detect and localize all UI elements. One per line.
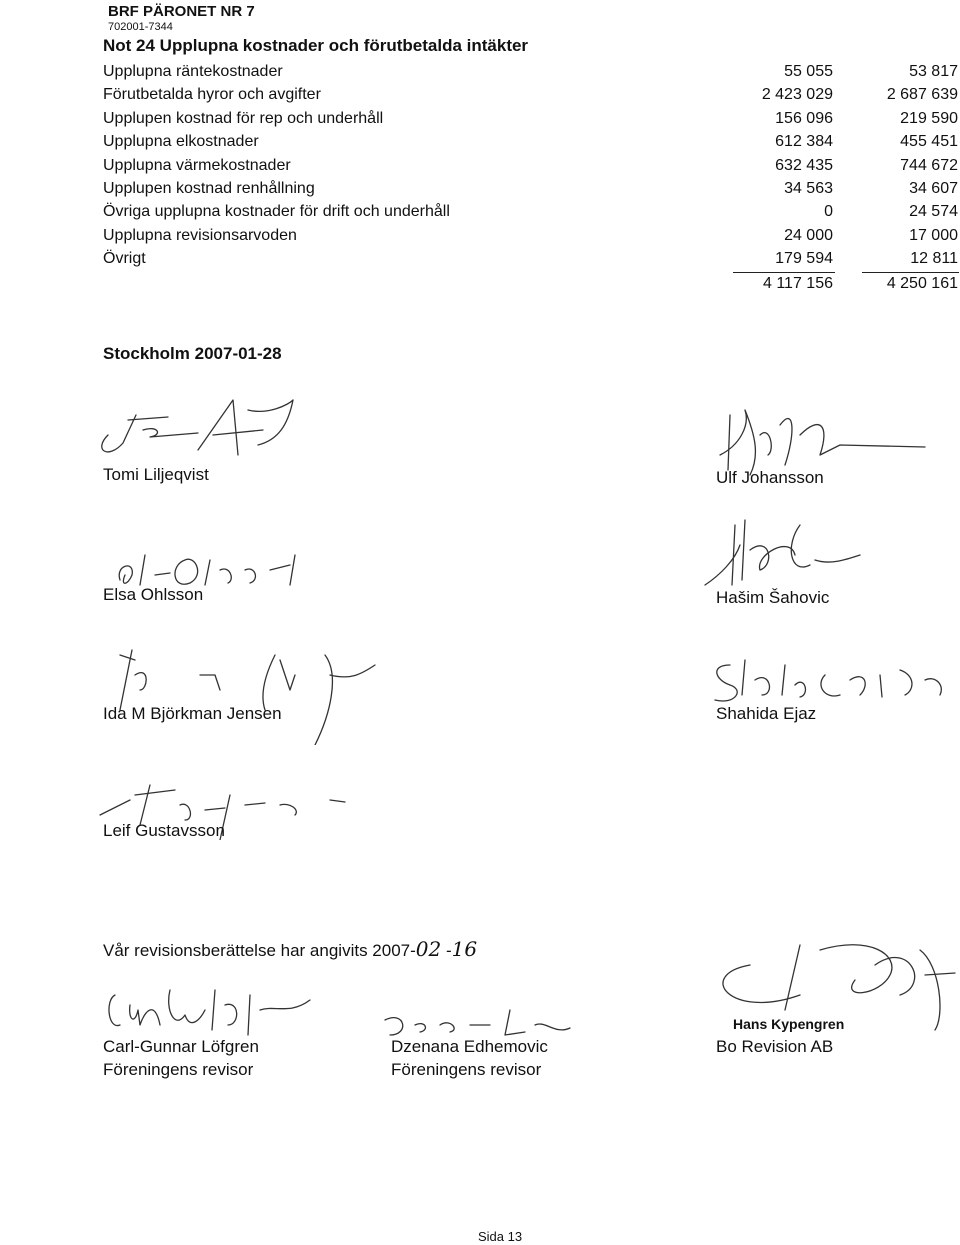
table-row — [103, 60, 960, 83]
previous-year-value: 12 811 — [910, 250, 958, 268]
signatory-name: Tomi Liljeqvist — [103, 465, 209, 484]
signatory-name: Leif Gustavsson — [103, 821, 225, 840]
table-row — [103, 83, 960, 106]
signature-carl-gunnar — [100, 980, 320, 1040]
current-year-value: 0 — [824, 203, 833, 221]
handwritten-month: 02 — [415, 937, 442, 961]
page-number: Sida 13 — [478, 1229, 523, 1244]
row-label: Upplupna värmekostnader — [103, 156, 291, 174]
total-current: 4 117 156 — [763, 275, 833, 292]
row-label: Upplupen kostnad renhållning — [103, 179, 315, 197]
place-and-date: Stockholm 2007-01-28 — [103, 344, 282, 363]
row-label: Upplupna räntekostnader — [103, 63, 283, 80]
row-label: Upplupna elkostnader — [103, 133, 259, 151]
current-year-value: 2 423 029 — [761, 86, 833, 104]
signatory-name: Ulf Johansson — [716, 468, 824, 487]
row-label: Upplupen kostnad för rep och underhåll — [103, 109, 384, 127]
previous-year-value: 34 607 — [909, 179, 958, 197]
totals-row — [103, 275, 960, 298]
signatory-name: Shahida Ejaz — [716, 704, 817, 723]
signature-dzenana — [380, 1000, 580, 1040]
previous-year-value: 2 687 639 — [886, 86, 958, 104]
previous-year-value: 744 672 — [900, 156, 958, 174]
current-year-value: 612 384 — [775, 133, 833, 151]
handwritten-day: 16 — [451, 937, 478, 961]
current-year-value: 632 435 — [775, 156, 833, 174]
total-previous: 4 250 161 — [886, 275, 958, 292]
auditor-role: Föreningens revisor — [103, 1060, 254, 1079]
current-year-value: 34 563 — [784, 179, 833, 197]
signatory-name: Hašim Šahovic — [716, 588, 830, 607]
audit-report-date — [103, 937, 477, 961]
table-row — [103, 200, 960, 223]
date-separator: - — [445, 941, 452, 960]
table-row — [103, 177, 960, 200]
row-label: Övrigt — [103, 250, 146, 268]
previous-year-value: 53 817 — [909, 63, 958, 80]
sum-line-previous — [862, 272, 959, 273]
current-year-value: 55 055 — [784, 63, 833, 80]
table-row — [103, 247, 960, 270]
signatory-name: Elsa Ohlsson — [103, 585, 204, 604]
current-year-value: 179 594 — [775, 250, 833, 268]
table-row — [103, 107, 960, 130]
previous-year-value: 17 000 — [909, 226, 958, 244]
note-title: Not 24 Upplupna kostnader och förutbetalda intäkter — [103, 36, 529, 55]
current-year-value: 24 000 — [784, 226, 833, 244]
row-label: Övriga upplupna kostnader för drift och underhåll — [103, 203, 450, 221]
report-text: Vår revisionsberättelse har angivits 2007- — [103, 941, 416, 960]
previous-year-value: 24 574 — [909, 203, 958, 221]
organization-number: 702001-7344 — [108, 21, 173, 33]
current-year-value: 156 096 — [775, 109, 833, 127]
signature-shahida — [700, 655, 950, 710]
row-label: Upplupna revisionsarvoden — [103, 226, 297, 244]
auditor-firm: Bo Revision AB — [716, 1037, 834, 1056]
note-table — [103, 60, 960, 271]
organization-name: BRF PÄRONET NR 7 — [108, 3, 255, 20]
previous-year-value: 455 451 — [900, 133, 958, 151]
row-label: Förutbetalda hyror och avgifter — [103, 86, 321, 104]
signature-tomi — [88, 395, 318, 465]
table-row — [103, 130, 960, 153]
auditor-role: Föreningens revisor — [391, 1060, 542, 1079]
auditor-stamp: Hans Kypengren — [733, 1016, 845, 1032]
auditor-name: Carl-Gunnar Löfgren — [103, 1037, 259, 1056]
auditor-name: Dzenana Edhemovic — [391, 1037, 548, 1056]
table-row — [103, 154, 960, 177]
previous-year-value: 219 590 — [900, 109, 958, 127]
signature-ida — [90, 635, 390, 745]
signatory-name: Ida M Björkman Jensen — [103, 704, 282, 723]
sum-line-current — [733, 272, 835, 273]
signature-hasim — [700, 505, 880, 595]
table-row — [103, 224, 960, 247]
